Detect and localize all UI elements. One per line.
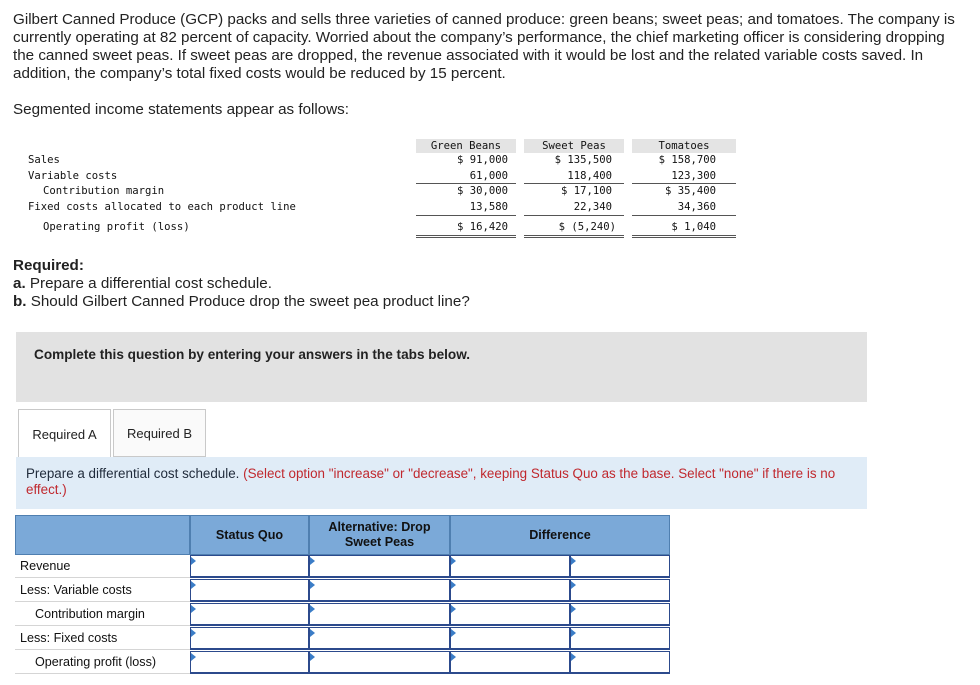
schedule-header-alternative: Alternative: Drop Sweet Peas (309, 515, 450, 555)
input-field[interactable] (191, 604, 308, 624)
input-cm-alternative[interactable] (309, 603, 450, 626)
input-field[interactable] (451, 556, 569, 576)
underline (416, 183, 516, 184)
col-header-sweet-peas: Sweet Peas (524, 139, 624, 153)
dropdown-marker-icon (571, 653, 576, 661)
input-revenue-difference[interactable] (450, 555, 570, 578)
schedule-header-status-quo: Status Quo (190, 515, 309, 555)
cell-gb-variable: 61,000 (469, 170, 508, 182)
input-field[interactable] (451, 652, 569, 672)
input-field[interactable] (310, 628, 449, 648)
cell-tom-variable: 123,300 (671, 170, 716, 182)
input-cm-difference[interactable] (450, 603, 570, 626)
input-field[interactable] (310, 652, 449, 672)
input-field[interactable] (310, 556, 449, 576)
row-label-fixed-costs: Fixed costs allocated to each product line (28, 201, 296, 213)
dropdown-marker-icon (191, 557, 196, 565)
instruction-note: (Select option "increase" or "decrease", keeping Status Quo as the base. Select "none" if there is no effect.) (26, 466, 836, 497)
cell-gb-fixed: 13,580 (469, 201, 508, 213)
cell-sp-fixed: 22,340 (573, 201, 612, 213)
dropdown-marker-icon (191, 629, 196, 637)
cell-sp-variable: 118,400 (567, 170, 612, 182)
schedule-row-revenue: Revenue (15, 555, 190, 578)
schedule-row-operating-profit: Operating profit (loss) (15, 651, 190, 674)
dropdown-marker-icon (310, 605, 315, 613)
input-field[interactable] (191, 652, 308, 672)
banner-text: Complete this question by entering your answers in the tabs below. (34, 347, 471, 362)
dropdown-marker-icon (310, 653, 315, 661)
required-a-key: a. (13, 275, 26, 292)
double-underline (524, 235, 624, 238)
cell-tom-sales: $ 158,700 (658, 154, 716, 166)
dropdown-marker-icon (451, 653, 456, 661)
col-header-green-beans: Green Beans (416, 139, 516, 153)
tab-required-a-label: Required A (32, 426, 97, 442)
input-op-status-quo[interactable] (190, 651, 309, 674)
required-b (13, 293, 470, 311)
required-heading: Required: (13, 257, 84, 274)
input-op-difference[interactable] (450, 651, 570, 674)
tab-required-b[interactable] (113, 409, 206, 457)
cell-gb-op: $ 16,420 (456, 221, 508, 233)
dropdown-marker-icon (191, 605, 196, 613)
schedule-row-fixed-costs: Less: Fixed costs (15, 627, 190, 650)
required-b-key: b. (13, 293, 27, 310)
input-field[interactable] (310, 604, 449, 624)
dropdown-marker-icon (310, 557, 315, 565)
required-section (13, 257, 470, 311)
cell-sp-cm: $ 17,100 (560, 185, 612, 197)
input-field[interactable] (451, 580, 569, 600)
input-revenue-alternative[interactable] (309, 555, 450, 578)
input-op-alternative[interactable] (309, 651, 450, 674)
cell-tom-fixed: 34,360 (677, 201, 716, 213)
underline (632, 215, 736, 216)
required-b-text: Should Gilbert Canned Produce drop the sweet pea product line? (30, 293, 470, 310)
tab-required-b-label: Required B (126, 425, 193, 441)
input-cm-status-quo[interactable] (190, 603, 309, 626)
row-label-contribution-margin: Contribution margin (43, 185, 165, 197)
col-header-tomatoes: Tomatoes (632, 139, 736, 153)
input-fixed-alternative[interactable] (309, 627, 450, 650)
cell-tom-op: $ 1,040 (671, 221, 716, 233)
cell-tom-cm: $ 35,400 (664, 185, 716, 197)
select-op-effect[interactable] (570, 651, 670, 674)
input-field[interactable] (451, 628, 569, 648)
tab-instruction (16, 457, 867, 509)
input-field[interactable] (191, 628, 308, 648)
dropdown-marker-icon (571, 629, 576, 637)
cell-gb-sales: $ 91,000 (456, 154, 508, 166)
instruction-main: Prepare a differential cost schedule. (26, 466, 240, 481)
schedule-row-variable-costs: Less: Variable costs (15, 579, 190, 602)
underline (524, 183, 624, 184)
row-label-sales: Sales (28, 154, 60, 166)
dropdown-marker-icon (310, 581, 315, 589)
cell-sp-sales: $ 135,500 (554, 154, 612, 166)
select-revenue-effect[interactable] (570, 555, 670, 578)
cell-sp-op: $ (5,240) (558, 221, 616, 233)
dropdown-marker-icon (571, 581, 576, 589)
schedule-header-difference: Difference (450, 515, 670, 555)
input-variable-difference[interactable] (450, 579, 570, 602)
dropdown-marker-icon (451, 557, 456, 565)
schedule-row-contribution-margin: Contribution margin (15, 603, 190, 626)
input-variable-alternative[interactable] (309, 579, 450, 602)
input-field[interactable] (191, 580, 308, 600)
dropdown-marker-icon (310, 629, 315, 637)
dropdown-marker-icon (571, 557, 576, 565)
select-cm-effect[interactable] (570, 603, 670, 626)
input-variable-status-quo[interactable] (190, 579, 309, 602)
input-fixed-difference[interactable] (450, 627, 570, 650)
input-field[interactable] (310, 580, 449, 600)
dropdown-marker-icon (191, 581, 196, 589)
tab-required-a[interactable] (18, 409, 111, 458)
schedule-header-blank (15, 515, 190, 555)
differential-schedule (15, 515, 670, 675)
underline (524, 215, 624, 216)
instructions-banner (16, 332, 867, 402)
row-label-variable-costs: Variable costs (28, 170, 118, 182)
input-field[interactable] (451, 604, 569, 624)
underline (416, 215, 516, 216)
dropdown-marker-icon (451, 629, 456, 637)
input-field[interactable] (191, 556, 308, 576)
dropdown-marker-icon (451, 605, 456, 613)
required-a (13, 275, 470, 293)
select-fixed-effect[interactable] (570, 627, 670, 650)
dropdown-marker-icon (191, 653, 196, 661)
row-label-operating-profit: Operating profit (loss) (43, 221, 190, 233)
cell-gb-cm: $ 30,000 (456, 185, 508, 197)
required-a-text: Prepare a differential cost schedule. (29, 275, 272, 292)
input-revenue-status-quo[interactable] (190, 555, 309, 578)
dropdown-marker-icon (571, 605, 576, 613)
segmented-title: Segmented income statements appear as follows: (13, 101, 349, 118)
underline (632, 183, 736, 184)
double-underline (416, 235, 516, 238)
input-fixed-status-quo[interactable] (190, 627, 309, 650)
dropdown-marker-icon (451, 581, 456, 589)
select-variable-effect[interactable] (570, 579, 670, 602)
double-underline (632, 235, 736, 238)
problem-intro: Gilbert Canned Produce (GCP) packs and sells three varieties of canned produce: green beans; sweet peas; and tomatoes. The company is currently operating at 82 percent of capacity. Worried about the company’s performance, the chief marketing officer is considering dropping the canned sweet peas. If sweet peas are dropped, the revenue associated with it would be lost and the related variable costs saved. In addition, the company’s total fixed costs would be reduced by 15 percent. (13, 11, 955, 82)
